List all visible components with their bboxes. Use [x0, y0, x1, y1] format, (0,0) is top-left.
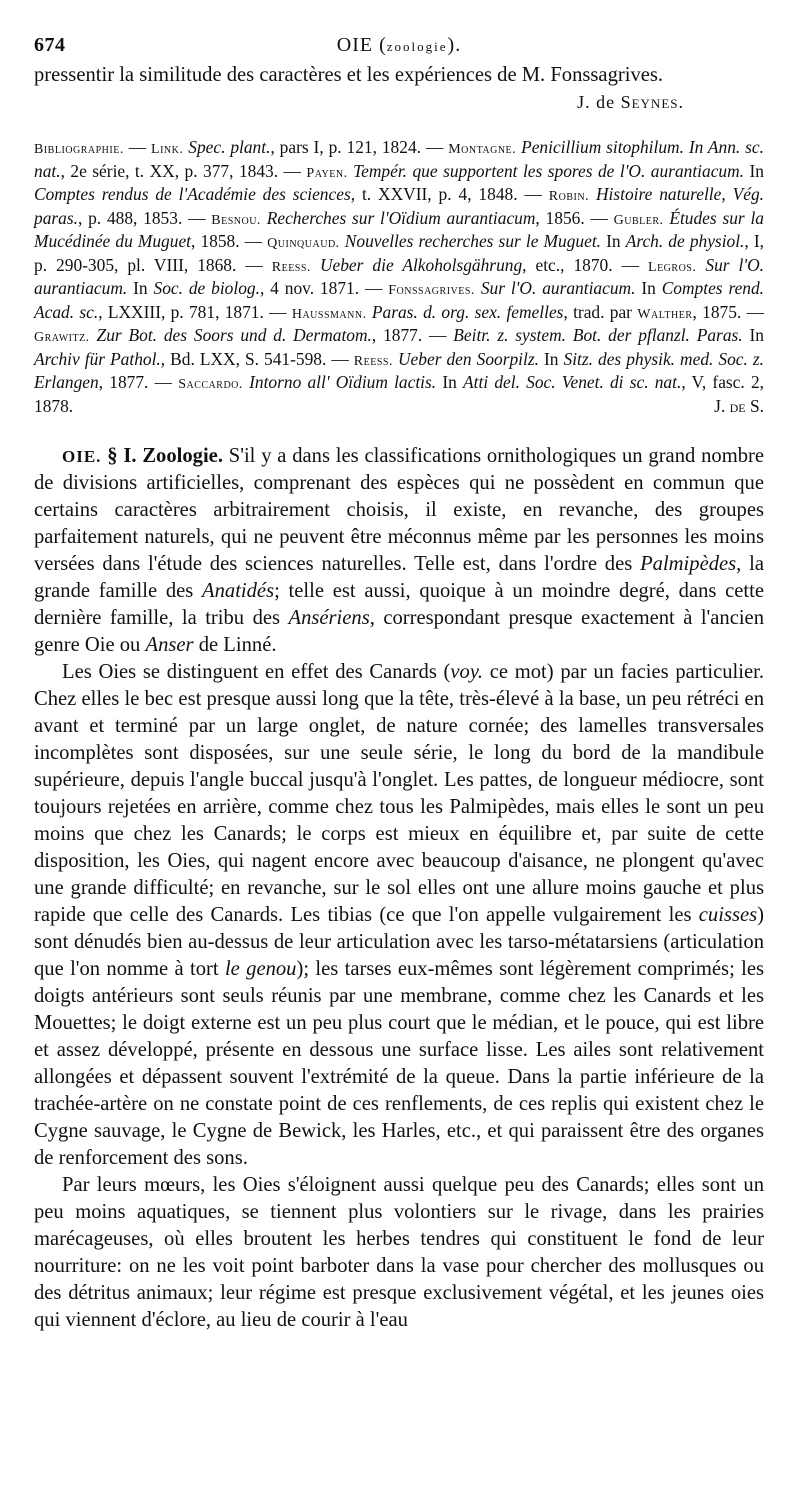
paragraph-text: de Linné.	[193, 634, 277, 656]
biblio-author: Payen.	[306, 165, 348, 181]
italic-term: Ansériens	[288, 607, 370, 629]
biblio-text: , 1856. —	[535, 207, 614, 228]
biblio-title: Nouvelles recherches sur le Muguet.	[344, 231, 602, 251]
biblio-text: , 2e série, t. XX, p. 377, 1843. —	[60, 160, 307, 181]
biblio-text: In	[742, 325, 764, 345]
biblio-title: Ueber die Alkoholsgährung	[319, 254, 523, 275]
biblio-title: Atti del. Soc. Venet. di sc. nat.	[463, 372, 682, 392]
paragraph-text: S'il y a dans les classifications ornithologiques un grand nombre de divisions artificielles, comprenant des espèces qui ne possèdent en commun que certains caractères arbitrairement choisis, il existe, en revanche, des groupes parfaitement naturels, qui ne peuvent être méconnus même par les personnes les moins versées dans l'étude des sciences naturelles. Telle est, dans l'ordre des	[34, 445, 765, 575]
paragraph-text: , correspondant presque exactement à l'ancien genre Oie ou	[34, 607, 764, 656]
biblio-title: Études sur la Mucédinée du Muguet	[34, 207, 764, 251]
biblio-text: , pars I, p. 121, 1824. —	[270, 137, 449, 157]
italic-term: voy.	[450, 661, 484, 683]
biblio-text: , 1875. —	[692, 301, 764, 322]
biblio-title: Tempér. que supportent les spores de l'O. aurantiacum.	[353, 160, 745, 181]
paragraph-text: ) sont dénudés bien au-dessus de leur articulation avec les tarso-métatarsiens (articulation que l'on nomme à tort	[34, 904, 764, 980]
italic-term: Anser	[145, 634, 194, 656]
biblio-text: In	[635, 278, 662, 298]
biblio-title: Soc. de biolog.	[153, 278, 260, 298]
article-oie	[34, 443, 764, 1334]
biblio-title: Intorno all' Oïdium lactis.	[249, 372, 437, 392]
italic-term: cuisses	[698, 904, 758, 926]
biblio-title: Recherches sur l'Oïdium aurantiacum	[266, 207, 536, 228]
biblio-title: Spec. plant.	[188, 137, 271, 157]
biblio-text: , 1877. —	[98, 372, 179, 392]
paragraph-text: Les Oies se distinguent en effet des Canards (	[62, 661, 451, 683]
biblio-title: Beitr. z. system. Bot. der pflanzl. Paras.	[453, 325, 743, 345]
article-paragraph-3: Par leurs mœurs, les Oies s'éloignent aussi quelque peu des Canards; elles sont un peu moins aquatiques, se tiennent plus volontiers sur le rivage, dans les prairies marécageuses, où elles broutent les herbes tendres qui constituent le fond de leur nourriture: on ne les voit point barboter dans la vase pour chercher des mollusques ou des détritus animaux; leur régime est presque exclusivement végétal, et les jeunes oies qui viennent d'éclore, au lieu de courir à l'eau	[34, 1174, 764, 1331]
italic-term: le genou	[224, 958, 297, 980]
running-title-sub: zoologie	[386, 39, 448, 54]
biblio-text: In	[601, 231, 626, 251]
biblio-author: Haussmann.	[291, 306, 367, 322]
biblio-author: Reess.	[353, 353, 393, 369]
bibliography	[34, 137, 764, 417]
bibliography-label: Bibliographie.	[34, 142, 124, 157]
section-heading: § I. Zoologie.	[107, 445, 223, 467]
running-header	[34, 28, 764, 62]
biblio-text: In	[436, 372, 464, 392]
biblio-author: Fonssagrives.	[388, 283, 475, 298]
running-title-close: ).	[447, 34, 462, 56]
biblio-text: , Bd. LXX, S. 541-598. —	[160, 348, 354, 369]
paragraph-text: ce mot) par un facies particulier. Chez elles le bec est presque aussi long que la tête, très-élevé à la base, un peu rétréci en avant et terminé par un large onglet, de nature cornée; des lamelles transversales incomplètes sont disposées, sur une seule série, le long du bord de la mandibule supérieure, depuis l'angle buccal jusqu'à l'onglet. Les pattes, de longueur médiocre, sont toujours rejetées en arrière, comme chez tous les Palmipèdes, mais elles le sont un peu moins que chez les Canards; le corps est mieux en équilibre et, par suite de cette disposition, les Oies, qui nagent encore avec beaucoup d'aisance, ne plongent qu'avec une grande difficulté; en revanche, sur le sol elles ont une allure moins gauche et plus rapide que celle des Canards. Les tibias (ce que l'on appelle vulgairement les	[34, 661, 764, 926]
biblio-title: Penicillium sitophilum. In Ann. sc. nat.	[34, 137, 764, 181]
italic-term: Anatidés	[202, 580, 275, 602]
biblio-title: Ueber den Soorpilz.	[398, 348, 539, 369]
biblio-author: Gubler.	[613, 212, 664, 228]
biblio-text: , V, fasc. 2, 1878.	[34, 372, 764, 416]
biblio-title: Comptes rendus de l'Académie des sciences	[34, 184, 351, 204]
biblio-author: Robin.	[548, 189, 590, 204]
biblio-text: , trad. par	[563, 301, 638, 322]
biblio-author: Saccardo.	[178, 377, 243, 392]
intro-line: pressentir la similitude des caractères et les expériences de M. Fonssagrives.	[34, 64, 664, 86]
biblio-title: Sur l'O. aurantiacum.	[480, 278, 636, 298]
article-paragraph-2	[34, 659, 764, 1172]
biblio-author: Besnou.	[211, 212, 261, 228]
biblio-author: Montagne.	[448, 142, 517, 157]
biblio-author: Walther	[637, 306, 693, 322]
biblio-text: , I, p. 290-305, pl. VIII, 1868. —	[34, 231, 764, 275]
signature-initial: J. de	[577, 92, 621, 112]
biblio-author: Link.	[151, 142, 184, 157]
running-title	[34, 34, 764, 57]
biblio-text: , 4 nov. 1871. —	[259, 278, 389, 298]
biblio-author: Grawitz.	[34, 330, 90, 345]
biblio-title: Comptes rend. Acad. sc.	[34, 278, 765, 322]
biblio-text: In	[127, 278, 154, 298]
paragraph-text: , la grande famille des	[34, 553, 764, 602]
biblio-title: Histoire naturelle, Vég. paras.	[34, 184, 764, 228]
running-title-main: OIE (	[336, 34, 387, 56]
biblio-text: , etc., 1870. —	[522, 254, 649, 275]
bibliography-signature: J. de S.	[714, 395, 764, 416]
paragraph-text: ); les tarses eux-mêmes sont légèrement comprimés; les doigts antérieurs sont seuls réunis par une membrane, comme chez les Canards et les Mouettes; le doigt externe est un peu plus court que le médian, et le pouce, qui est libre et assez développé, présente en dessous une surface lisse. Les ailes sont relativement allongées et dépassent souvent l'extrémité de la queue. Dans la partie inférieure de la trachée-artère on ne constate point de ces renflements, de ces replis qui existent chez le Cygne sauvage, le Cygne de Bewick, les Harles, etc., et qui paraissent être des organes de renforcement des sons.	[34, 958, 765, 1169]
biblio-text: —	[123, 137, 152, 157]
biblio-title: Arch. de physiol.	[625, 231, 745, 251]
biblio-text: , 1858. —	[191, 231, 268, 251]
biblio-text: In	[744, 160, 764, 181]
biblio-text: , p. 488, 1853. —	[77, 207, 212, 228]
biblio-title: Paras. d. org. sex. femelles	[371, 301, 564, 322]
intro-signature	[34, 89, 684, 115]
biblio-text: , LXXIII, p. 781, 1871. —	[98, 301, 292, 322]
biblio-text: , t. XXVII, p. 4, 1848. —	[350, 184, 549, 204]
paragraph-text: ; telle est aussi, quoique à un moindre degré, dans cette dernière famille, la tribu des	[34, 580, 765, 629]
biblio-title: Archiv für Pathol.	[34, 348, 161, 369]
page-number: 674	[34, 34, 66, 56]
article-paragraph-1	[34, 443, 764, 659]
biblio-text: , 1877. —	[371, 325, 454, 345]
biblio-title: Sur l'O. aurantiacum.	[34, 254, 764, 298]
biblio-text: In	[538, 348, 564, 369]
biblio-title: Zur Bot. des Soors und d. Dermatom.	[96, 325, 372, 345]
italic-term: Palmipèdes	[640, 553, 737, 575]
signature-name: Seynes.	[620, 92, 684, 112]
biblio-author: Reess.	[271, 259, 311, 275]
biblio-author: Quinquaud.	[267, 236, 340, 251]
biblio-author: Legros.	[648, 259, 697, 275]
intro-block	[34, 62, 764, 89]
biblio-title: Sitz. des physik. med. Soc. z. Erlangen	[34, 348, 764, 392]
headword: OIE.	[62, 447, 102, 466]
